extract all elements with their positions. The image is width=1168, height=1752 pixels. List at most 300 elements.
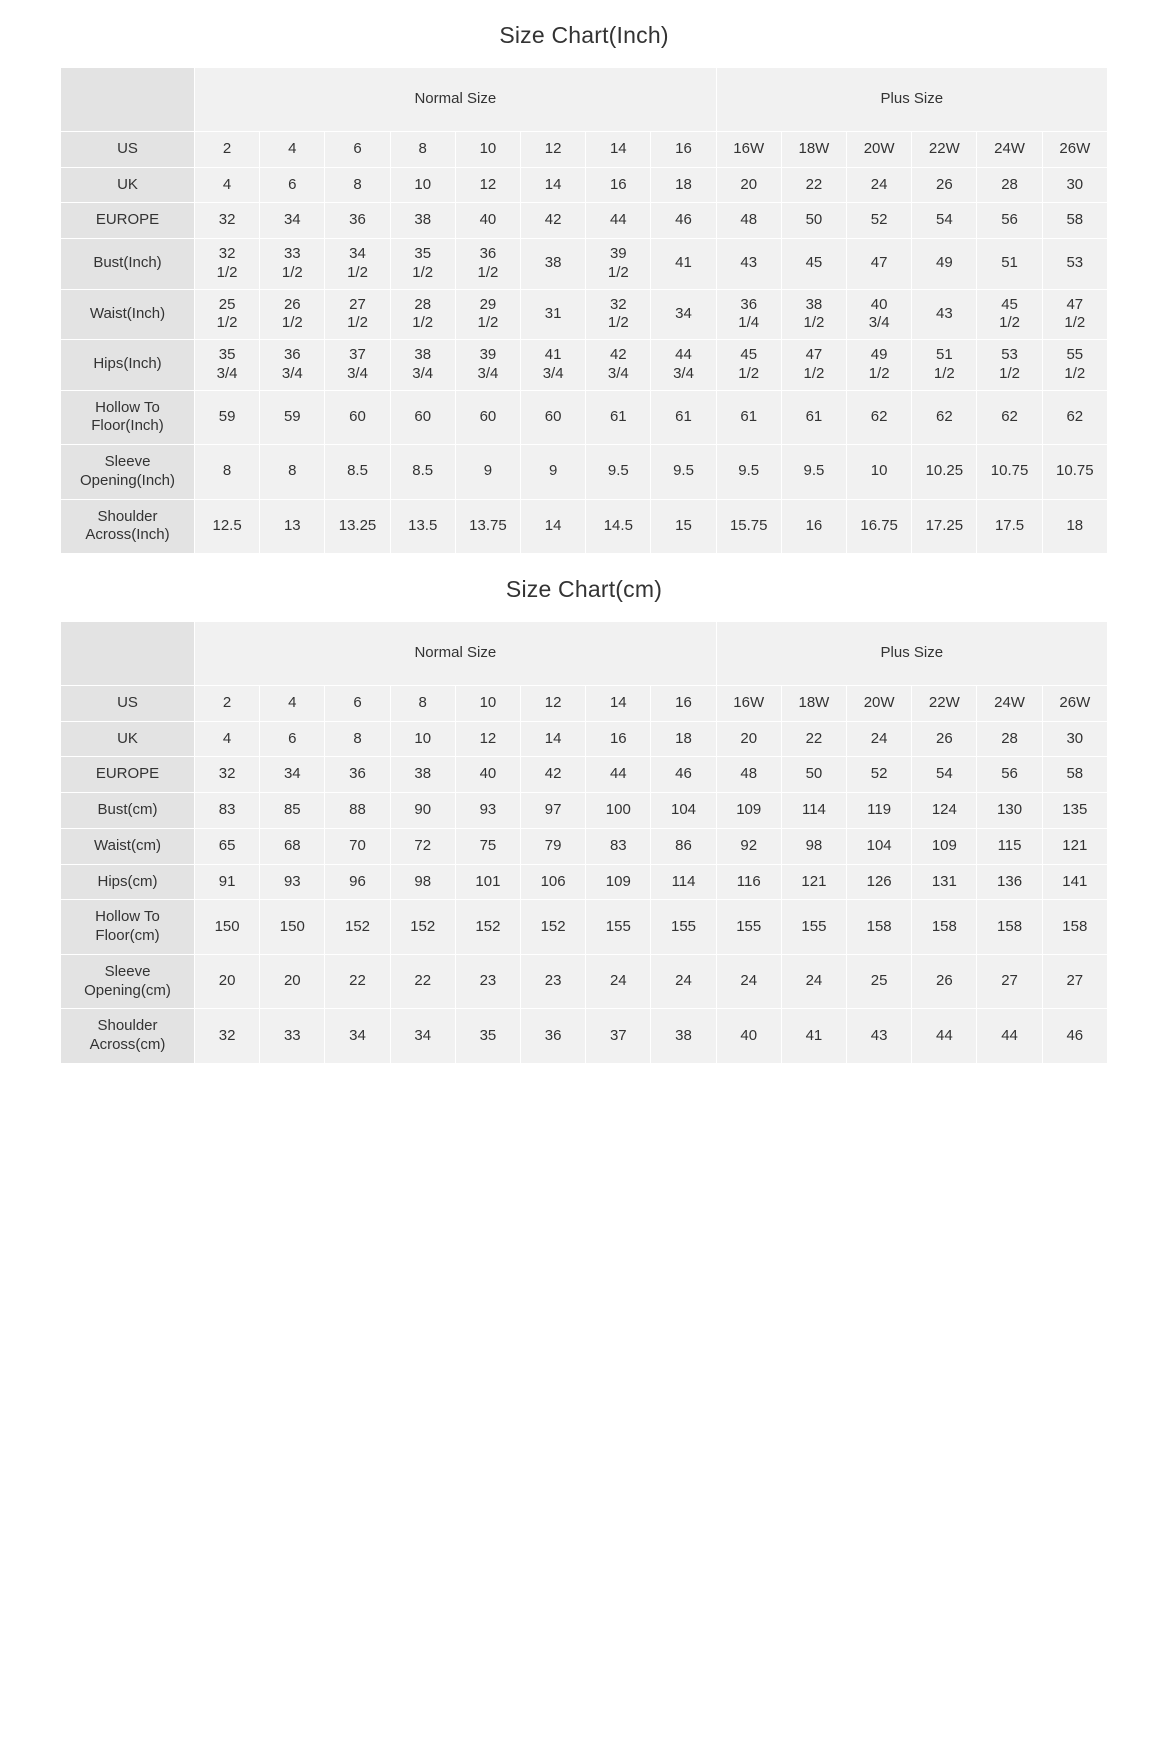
table-cell: 36 1/4 — [716, 289, 781, 340]
table-cell: 13.5 — [390, 499, 455, 554]
table-row-label: EUROPE — [61, 757, 195, 793]
table-cell: 8 — [260, 445, 325, 500]
table-group-header: Plus Size — [716, 622, 1107, 686]
table-cell: 116 — [716, 864, 781, 900]
table-cell: 135 — [1042, 793, 1107, 829]
table-cell: 24 — [847, 167, 912, 203]
table-cell: 91 — [195, 864, 260, 900]
table-cell: 36 3/4 — [260, 340, 325, 391]
table-cell: 41 — [781, 1009, 846, 1064]
size-chart-block — [60, 554, 1108, 1064]
table-cell: 12 — [455, 721, 520, 757]
table-cell: 26 1/2 — [260, 289, 325, 340]
table-cell: 141 — [1042, 864, 1107, 900]
table-row — [61, 239, 1108, 290]
table-cell: 22 — [781, 167, 846, 203]
table-cell: 93 — [455, 793, 520, 829]
table-cell: 38 — [390, 757, 455, 793]
table-cell: 8 — [195, 445, 260, 500]
table-cell: 8 — [325, 167, 390, 203]
table-row — [61, 131, 1108, 167]
table-cell: 42 3/4 — [586, 340, 651, 391]
table-cell: 92 — [716, 828, 781, 864]
table-cell: 68 — [260, 828, 325, 864]
table-cell: 22 — [781, 721, 846, 757]
table-row-label: Hips(cm) — [61, 864, 195, 900]
table-cell: 53 1/2 — [977, 340, 1042, 391]
table-row-label: US — [61, 131, 195, 167]
table-cell: 28 1/2 — [390, 289, 455, 340]
table-cell: 10 — [390, 167, 455, 203]
table-cell: 61 — [586, 390, 651, 445]
table-cell: 20 — [260, 954, 325, 1009]
table-cell: 33 — [260, 1009, 325, 1064]
table-cell: 6 — [260, 721, 325, 757]
table-row — [61, 1009, 1108, 1064]
table-cell: 47 1/2 — [781, 340, 846, 391]
table-cell: 10.75 — [1042, 445, 1107, 500]
table-row — [61, 721, 1108, 757]
table-cell: 10.25 — [912, 445, 977, 500]
table-cell: 158 — [1042, 900, 1107, 955]
table-row — [61, 203, 1108, 239]
table-row-label: Bust(cm) — [61, 793, 195, 829]
table-cell: 101 — [455, 864, 520, 900]
table-cell: 56 — [977, 757, 1042, 793]
table-row — [61, 864, 1108, 900]
table-cell: 39 1/2 — [586, 239, 651, 290]
table-cell: 152 — [455, 900, 520, 955]
table-cell: 158 — [912, 900, 977, 955]
table-row — [61, 900, 1108, 955]
table-cell: 10 — [390, 721, 455, 757]
table-cell: 18W — [781, 685, 846, 721]
table-cell: 58 — [1042, 203, 1107, 239]
table-cell: 26W — [1042, 131, 1107, 167]
table-corner-cell — [61, 622, 195, 686]
table-cell: 8.5 — [325, 445, 390, 500]
table-cell: 27 1/2 — [325, 289, 390, 340]
table-cell: 2 — [195, 685, 260, 721]
table-cell: 40 — [455, 203, 520, 239]
table-cell: 12 — [455, 167, 520, 203]
table-row-label: Waist(cm) — [61, 828, 195, 864]
table-cell: 34 — [260, 757, 325, 793]
size-chart-block — [60, 0, 1108, 554]
table-cell: 155 — [586, 900, 651, 955]
table-cell: 46 — [651, 203, 716, 239]
table-row — [61, 793, 1108, 829]
table-cell: 8 — [390, 685, 455, 721]
table-group-header-row — [61, 622, 1108, 686]
table-cell: 152 — [390, 900, 455, 955]
table-cell: 40 3/4 — [847, 289, 912, 340]
table-cell: 54 — [912, 203, 977, 239]
table-cell: 158 — [847, 900, 912, 955]
table-cell: 121 — [1042, 828, 1107, 864]
table-cell: 93 — [260, 864, 325, 900]
table-cell: 16 — [781, 499, 846, 554]
table-cell: 34 1/2 — [325, 239, 390, 290]
table-cell: 34 — [390, 1009, 455, 1064]
table-cell: 18 — [651, 721, 716, 757]
size-table — [60, 621, 1108, 1064]
table-cell: 18 — [651, 167, 716, 203]
table-cell: 34 — [651, 289, 716, 340]
table-cell: 35 3/4 — [195, 340, 260, 391]
table-cell: 43 — [912, 289, 977, 340]
table-cell: 26W — [1042, 685, 1107, 721]
table-cell: 126 — [847, 864, 912, 900]
table-cell: 38 — [521, 239, 586, 290]
table-row — [61, 685, 1108, 721]
table-cell: 14 — [586, 685, 651, 721]
table-row-label: EUROPE — [61, 203, 195, 239]
table-cell: 96 — [325, 864, 390, 900]
table-row — [61, 954, 1108, 1009]
table-cell: 60 — [455, 390, 520, 445]
table-cell: 88 — [325, 793, 390, 829]
table-group-header: Normal Size — [195, 622, 717, 686]
table-cell: 12 — [521, 685, 586, 721]
table-row — [61, 828, 1108, 864]
table-cell: 28 — [977, 721, 1042, 757]
table-cell: 150 — [260, 900, 325, 955]
table-cell: 44 — [586, 757, 651, 793]
table-cell: 70 — [325, 828, 390, 864]
table-cell: 62 — [912, 390, 977, 445]
table-cell: 32 — [195, 757, 260, 793]
table-cell: 52 — [847, 757, 912, 793]
table-cell: 20 — [716, 721, 781, 757]
table-cell: 83 — [195, 793, 260, 829]
chart-title: Size Chart(cm) — [505, 576, 663, 602]
table-cell: 59 — [260, 390, 325, 445]
table-cell: 42 — [521, 757, 586, 793]
table-cell: 17.5 — [977, 499, 1042, 554]
table-cell: 10 — [455, 685, 520, 721]
table-cell: 83 — [586, 828, 651, 864]
table-row — [61, 340, 1108, 391]
table-cell: 18 — [1042, 499, 1107, 554]
table-cell: 22W — [912, 685, 977, 721]
table-cell: 54 — [912, 757, 977, 793]
table-cell: 18W — [781, 131, 846, 167]
table-cell: 98 — [781, 828, 846, 864]
table-cell: 25 1/2 — [195, 289, 260, 340]
table-cell: 9.5 — [586, 445, 651, 500]
table-group-header: Plus Size — [716, 68, 1107, 132]
table-cell: 47 1/2 — [1042, 289, 1107, 340]
table-cell: 62 — [847, 390, 912, 445]
table-cell: 121 — [781, 864, 846, 900]
table-cell: 20W — [847, 131, 912, 167]
table-cell: 33 1/2 — [260, 239, 325, 290]
table-cell: 14 — [521, 499, 586, 554]
table-cell: 9 — [521, 445, 586, 500]
table-cell: 32 — [195, 203, 260, 239]
table-cell: 62 — [1042, 390, 1107, 445]
table-cell: 34 — [325, 1009, 390, 1064]
table-cell: 44 — [586, 203, 651, 239]
table-cell: 29 1/2 — [455, 289, 520, 340]
table-cell: 25 — [847, 954, 912, 1009]
table-cell: 44 3/4 — [651, 340, 716, 391]
table-cell: 44 — [912, 1009, 977, 1064]
table-cell: 65 — [195, 828, 260, 864]
table-cell: 24 — [716, 954, 781, 1009]
table-cell: 16.75 — [847, 499, 912, 554]
table-cell: 27 — [1042, 954, 1107, 1009]
table-cell: 155 — [716, 900, 781, 955]
size-table — [60, 67, 1108, 554]
table-cell: 109 — [716, 793, 781, 829]
table-cell: 131 — [912, 864, 977, 900]
table-cell: 32 1/2 — [586, 289, 651, 340]
table-cell: 20 — [195, 954, 260, 1009]
table-cell: 60 — [325, 390, 390, 445]
table-row-label: UK — [61, 167, 195, 203]
table-cell: 12 — [521, 131, 586, 167]
table-cell: 8 — [325, 721, 390, 757]
table-cell: 23 — [455, 954, 520, 1009]
table-cell: 16W — [716, 131, 781, 167]
table-cell: 6 — [325, 685, 390, 721]
table-row-label: Sleeve Opening(cm) — [61, 954, 195, 1009]
table-cell: 15 — [651, 499, 716, 554]
table-cell: 26 — [912, 167, 977, 203]
table-cell: 8 — [390, 131, 455, 167]
table-cell: 24 — [586, 954, 651, 1009]
table-cell: 62 — [977, 390, 1042, 445]
table-group-header: Normal Size — [195, 68, 717, 132]
table-cell: 4 — [195, 721, 260, 757]
table-cell: 45 1/2 — [716, 340, 781, 391]
table-cell: 28 — [977, 167, 1042, 203]
table-cell: 10.75 — [977, 445, 1042, 500]
table-cell: 41 3/4 — [521, 340, 586, 391]
table-cell: 4 — [195, 167, 260, 203]
table-cell: 56 — [977, 203, 1042, 239]
table-cell: 46 — [1042, 1009, 1107, 1064]
table-cell: 50 — [781, 203, 846, 239]
table-row — [61, 445, 1108, 500]
table-cell: 40 — [716, 1009, 781, 1064]
table-row-label: Waist(Inch) — [61, 289, 195, 340]
table-cell: 9.5 — [651, 445, 716, 500]
table-cell: 45 1/2 — [977, 289, 1042, 340]
table-cell: 55 1/2 — [1042, 340, 1107, 391]
table-cell: 4 — [260, 131, 325, 167]
table-cell: 100 — [586, 793, 651, 829]
table-cell: 32 — [195, 1009, 260, 1064]
table-cell: 14 — [521, 167, 586, 203]
table-cell: 85 — [260, 793, 325, 829]
table-cell: 42 — [521, 203, 586, 239]
table-cell: 97 — [521, 793, 586, 829]
table-cell: 35 1/2 — [390, 239, 455, 290]
table-cell: 22 — [390, 954, 455, 1009]
table-cell: 30 — [1042, 721, 1107, 757]
table-cell: 109 — [912, 828, 977, 864]
table-cell: 4 — [260, 685, 325, 721]
table-cell: 16 — [586, 721, 651, 757]
table-cell: 23 — [521, 954, 586, 1009]
table-cell: 48 — [716, 203, 781, 239]
table-cell: 20W — [847, 685, 912, 721]
table-cell: 130 — [977, 793, 1042, 829]
table-row-label: Bust(Inch) — [61, 239, 195, 290]
table-cell: 24 — [781, 954, 846, 1009]
table-cell: 41 — [651, 239, 716, 290]
table-cell: 16W — [716, 685, 781, 721]
table-cell: 51 1/2 — [912, 340, 977, 391]
table-row-label: Hollow To Floor(Inch) — [61, 390, 195, 445]
table-cell: 79 — [521, 828, 586, 864]
table-cell: 124 — [912, 793, 977, 829]
table-cell: 13.25 — [325, 499, 390, 554]
table-cell: 22W — [912, 131, 977, 167]
table-cell: 36 — [325, 203, 390, 239]
table-cell: 26 — [912, 954, 977, 1009]
table-cell: 36 — [521, 1009, 586, 1064]
table-cell: 136 — [977, 864, 1042, 900]
table-cell: 31 — [521, 289, 586, 340]
table-cell: 115 — [977, 828, 1042, 864]
table-cell: 20 — [716, 167, 781, 203]
chart-title: Size Chart(Inch) — [499, 22, 669, 48]
table-cell: 38 — [651, 1009, 716, 1064]
table-cell: 155 — [651, 900, 716, 955]
table-cell: 6 — [325, 131, 390, 167]
table-cell: 16 — [651, 131, 716, 167]
table-cell: 30 — [1042, 167, 1107, 203]
table-cell: 152 — [521, 900, 586, 955]
table-cell: 109 — [586, 864, 651, 900]
table-cell: 61 — [781, 390, 846, 445]
table-cell: 13.75 — [455, 499, 520, 554]
table-cell: 60 — [521, 390, 586, 445]
table-row-label: Hollow To Floor(cm) — [61, 900, 195, 955]
table-cell: 37 — [586, 1009, 651, 1064]
table-cell: 72 — [390, 828, 455, 864]
table-cell: 36 1/2 — [455, 239, 520, 290]
table-cell: 10 — [847, 445, 912, 500]
table-cell: 24 — [651, 954, 716, 1009]
table-cell: 51 — [977, 239, 1042, 290]
table-cell: 9.5 — [781, 445, 846, 500]
table-row-label: UK — [61, 721, 195, 757]
table-cell: 27 — [977, 954, 1042, 1009]
table-cell: 104 — [651, 793, 716, 829]
table-row-label: Shoulder Across(cm) — [61, 1009, 195, 1064]
table-cell: 36 — [325, 757, 390, 793]
table-cell: 150 — [195, 900, 260, 955]
table-cell: 43 — [847, 1009, 912, 1064]
table-cell: 86 — [651, 828, 716, 864]
table-cell: 43 — [716, 239, 781, 290]
table-cell: 35 — [455, 1009, 520, 1064]
table-cell: 13 — [260, 499, 325, 554]
table-row — [61, 499, 1108, 554]
table-cell: 59 — [195, 390, 260, 445]
table-cell: 50 — [781, 757, 846, 793]
table-cell: 38 — [390, 203, 455, 239]
table-cell: 45 — [781, 239, 846, 290]
table-cell: 90 — [390, 793, 455, 829]
table-cell: 34 — [260, 203, 325, 239]
table-cell: 9 — [455, 445, 520, 500]
table-cell: 49 1/2 — [847, 340, 912, 391]
table-cell: 61 — [716, 390, 781, 445]
table-cell: 152 — [325, 900, 390, 955]
table-cell: 53 — [1042, 239, 1107, 290]
table-cell: 106 — [521, 864, 586, 900]
table-cell: 37 3/4 — [325, 340, 390, 391]
table-cell: 26 — [912, 721, 977, 757]
table-row-label: US — [61, 685, 195, 721]
table-cell: 17.25 — [912, 499, 977, 554]
table-cell: 114 — [781, 793, 846, 829]
table-cell: 60 — [390, 390, 455, 445]
table-cell: 61 — [651, 390, 716, 445]
table-cell: 38 3/4 — [390, 340, 455, 391]
table-cell: 47 — [847, 239, 912, 290]
table-cell: 58 — [1042, 757, 1107, 793]
table-row — [61, 167, 1108, 203]
table-cell: 24W — [977, 685, 1042, 721]
table-cell: 15.75 — [716, 499, 781, 554]
table-group-header-row — [61, 68, 1108, 132]
table-row — [61, 757, 1108, 793]
table-corner-cell — [61, 68, 195, 132]
table-cell: 24 — [847, 721, 912, 757]
table-cell: 24W — [977, 131, 1042, 167]
table-cell: 52 — [847, 203, 912, 239]
table-cell: 46 — [651, 757, 716, 793]
table-cell: 119 — [847, 793, 912, 829]
table-cell: 38 1/2 — [781, 289, 846, 340]
table-cell: 6 — [260, 167, 325, 203]
table-cell: 40 — [455, 757, 520, 793]
table-row — [61, 390, 1108, 445]
table-cell: 98 — [390, 864, 455, 900]
table-cell: 104 — [847, 828, 912, 864]
table-row-label: Sleeve Opening(Inch) — [61, 445, 195, 500]
table-cell: 14 — [586, 131, 651, 167]
table-cell: 75 — [455, 828, 520, 864]
table-cell: 16 — [586, 167, 651, 203]
table-cell: 114 — [651, 864, 716, 900]
table-cell: 12.5 — [195, 499, 260, 554]
table-row-label: Shoulder Across(Inch) — [61, 499, 195, 554]
table-cell: 49 — [912, 239, 977, 290]
table-cell: 44 — [977, 1009, 1042, 1064]
table-cell: 48 — [716, 757, 781, 793]
table-cell: 39 3/4 — [455, 340, 520, 391]
table-cell: 14 — [521, 721, 586, 757]
table-cell: 32 1/2 — [195, 239, 260, 290]
table-cell: 16 — [651, 685, 716, 721]
table-row-label: Hips(Inch) — [61, 340, 195, 391]
table-cell: 14.5 — [586, 499, 651, 554]
table-cell: 22 — [325, 954, 390, 1009]
table-cell: 155 — [781, 900, 846, 955]
table-cell: 9.5 — [716, 445, 781, 500]
table-cell: 158 — [977, 900, 1042, 955]
table-cell: 2 — [195, 131, 260, 167]
table-cell: 10 — [455, 131, 520, 167]
